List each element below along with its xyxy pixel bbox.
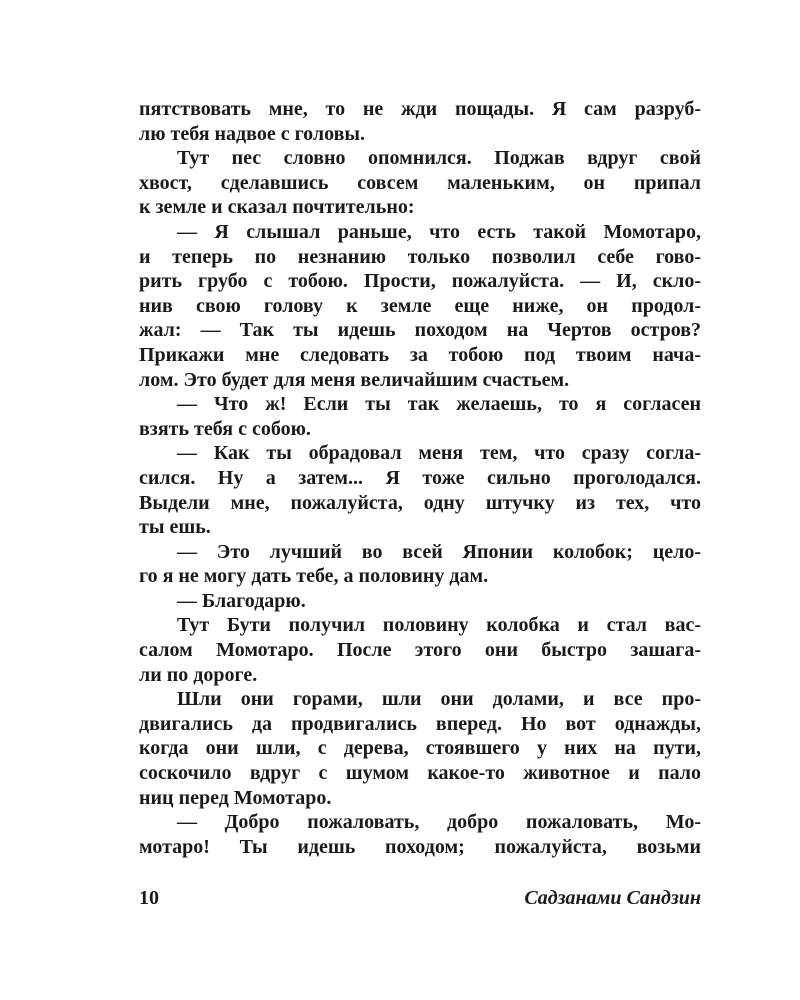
text-line: Выдели мне, пожалуйста, одну штучку из тех, что (139, 491, 701, 514)
text-line: когда они шли, с дерева, стоявшего у них на пути, (139, 737, 701, 760)
text-line: и теперь по незнанию только позволил себе гово- (139, 245, 701, 268)
text-line: лом. Это будет для меня величайшим счастьем. (139, 368, 570, 391)
running-author: Садзанами Сандзин (524, 887, 701, 909)
page-number: 10 (139, 887, 159, 909)
page-body (139, 97, 701, 859)
text-line: соскочило вдруг с шумом какое-то животное и пало (139, 762, 701, 785)
text-line: салом Момотаро. После этого они быстро зашага- (139, 639, 701, 662)
text-line: Шли они горами, шли они долами, и все про- (177, 688, 701, 711)
text-line: Прикажи мне следовать за тобою под твоим нача- (139, 343, 701, 366)
text-line: Тут пес словно опомнился. Поджав вдруг свой (177, 147, 701, 170)
text-line: ты ешь. (139, 516, 211, 539)
text-line: жал: — Так ты идешь походом на Чертов остров? (139, 319, 701, 342)
text-line: хвост, сделавшись совсем маленьким, он припал (139, 171, 701, 194)
text-line: — Как ты обрадовал меня тем, что сразу согла- (177, 442, 701, 465)
text-line: нив свою голову к земле еще ниже, он продол- (139, 294, 701, 317)
text-line: пятствовать мне, то не жди пощады. Я сам разруб- (139, 98, 701, 120)
text-line: лю тебя надвое с головы. (139, 122, 366, 145)
text-line: ниц перед Момотаро. (139, 786, 332, 809)
text-line: сился. Ну а затем... Я тоже сильно проголодался. (139, 466, 701, 489)
text-line: — Что ж! Если ты так желаешь, то я согласен (177, 393, 701, 416)
text-line: рить грубо с тобою. Прости, пожалуйста. — И, скло- (139, 270, 701, 293)
text-line: мотаро! Ты идешь походом; пожалуйста, возьми (139, 835, 701, 858)
text-line: — Я слышал раньше, что есть такой Момотаро, (177, 220, 701, 243)
text-line: — Это лучший во всей Японии колобок; цело- (177, 540, 701, 563)
text-line: — Благодарю. (177, 589, 306, 612)
text-line: — Добро пожаловать, добро пожаловать, Мо- (177, 811, 701, 834)
text-line: двигались да продвигались вперед. Но вот однажды, (139, 712, 701, 735)
text-line: Тут Бути получил половину колобка и стал вас- (177, 614, 701, 637)
text-line: к земле и сказал почтительно: (139, 196, 415, 219)
page-footer (139, 884, 701, 912)
text-line: взять тебя с собою. (139, 417, 311, 440)
text-line: ли по дороге. (139, 663, 258, 686)
text-line: го я не могу дать тебе, а половину дам. (139, 565, 489, 588)
